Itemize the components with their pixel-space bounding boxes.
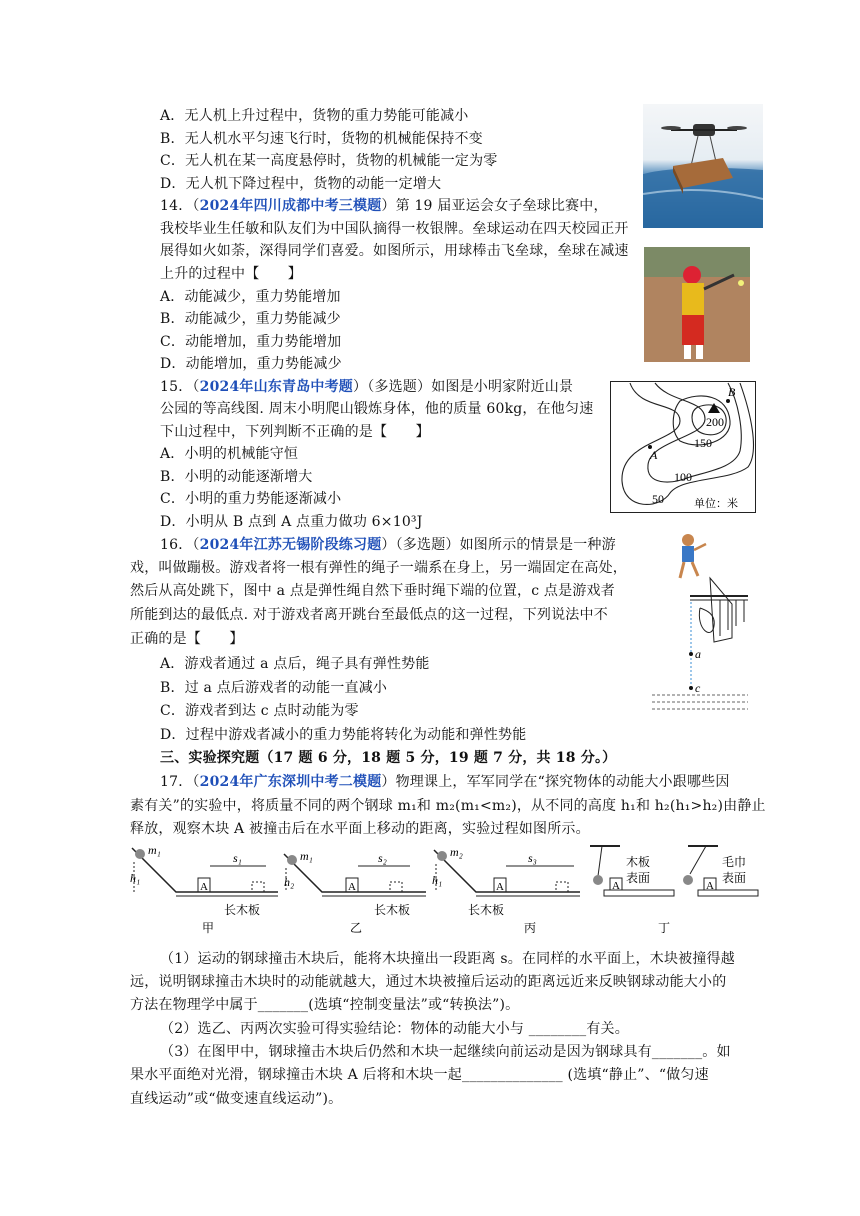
q13-option-c: C．无人机在某一高度悬停时，货物的机械能一定为零 (160, 153, 498, 169)
q16-stem-line-1: 16．（2024年江苏无锡阶段练习题）（多选题）如图所示的情景是一种游 (160, 537, 616, 553)
q15-option-a: A．小明的机械能守恒 (160, 446, 299, 462)
panel-yi-board: 长木板 (374, 903, 411, 917)
panel-jia (130, 843, 278, 935)
contour-map (610, 381, 756, 513)
panel-bing-dist: s₃ (528, 851, 537, 865)
panel-yi-dist: s₂ (378, 851, 387, 865)
panel-jia-board: 长木板 (224, 903, 261, 917)
panel-jia-caption: 甲 (202, 921, 215, 935)
panel-ding-block1: A (612, 880, 620, 892)
q17-part-1-line-2: 远，说明钢球撞击木块时的动能就越大，通过木块被撞后运动的距离远近来反映钢球动能大小的 (130, 974, 727, 990)
surface1-line2: 表面 (626, 871, 651, 885)
q17-part-3-line-1: （3）在图甲中，钢球撞击木块后仍然和木块一起继续向前运动是因为钢球具有_______。如 (160, 1044, 731, 1060)
bungee-label-a: a (695, 647, 701, 661)
q13-option-b: B．无人机水平匀速飞行时，货物的机械能保持不变 (160, 131, 483, 147)
q17-source: 2024年广东深圳中考二模题 (199, 774, 382, 790)
q15-option-b: B．小明的动能逐渐增大 (160, 469, 313, 485)
panel-bing-caption: 丙 (524, 921, 537, 935)
map-label-b: B (728, 385, 736, 399)
panel-ding-caption: 丁 (658, 921, 671, 935)
experiment-figure (128, 840, 760, 936)
q14-stem-line-4: 上升的过程中【 】 (160, 266, 302, 282)
q16-option-b: B．过 a 点后游戏者的动能一直减小 (160, 680, 388, 696)
surface1-line1: 木板 (626, 855, 651, 869)
panel-bing-height: h₁ (432, 873, 443, 887)
q15-stem-line-1: 15．（2024年山东青岛中考题）（多选题）如图是小明家附近山景 (160, 379, 574, 395)
panel-bing-mass: m₂ (450, 845, 463, 859)
bungee-figure (650, 530, 750, 714)
map-unit: 单位：米 (694, 498, 738, 510)
map-label-a: A (650, 448, 658, 462)
panel-jia-dist: s₁ (233, 851, 242, 865)
map-contour-100: 100 (674, 470, 692, 484)
q15-option-c: C．小明的重力势能逐渐减小 (160, 491, 342, 507)
panel-bing-board: 长木板 (468, 903, 505, 917)
panel-yi-mass: m₁ (300, 849, 313, 863)
q13-option-a: A．无人机上升过程中，货物的重力势能可能减小 (160, 108, 469, 124)
q14-source: 2024年四川成都中考三模题 (199, 198, 382, 214)
panel-jia-block: A (200, 881, 208, 893)
panel-ding-block2: A (706, 880, 714, 892)
q17-stem-line-2: 素有关”的实验中，将质量不同的两个钢球 m₁和 m₂(m₁<m₂)，从不同的高度 h₁和 h₂(h₁>h₂)由静止 (130, 798, 766, 814)
q15-stem-line-3: 下山过程中，下列判断不正确的是【 】 (160, 424, 430, 440)
softball-photo (644, 247, 750, 362)
panel-jia-height: h₁ (130, 871, 141, 885)
q14-stem-line-2: 我校毕业生任敏和队友们为中国队摘得一枚银牌。垒球运动在四天校园正开 (160, 221, 629, 237)
q14-option-c: C．动能增加，重力势能增加 (160, 334, 342, 350)
q17-part-1-line-1: （1）运动的钢球撞击木块后，能将木块撞出一段距离 s。在同样的水平面上，木块被撞得越 (160, 951, 735, 967)
q17-part-3-line-2: 果水平面绝对光滑，钢球撞击木块 A 后将和木块一起______________ (选填“静止”、“做匀速 (130, 1067, 709, 1083)
q17-stem-line-3: 释放，观察木块 A 被撞击后在水平面上移动的距离，实验过程如图所示。 (130, 821, 590, 837)
map-contour-50: 50 (652, 492, 664, 506)
q16-stem-line-3: 然后从高处跳下，图中 a 点是弹性绳自然下垂时绳下端的位置，c 点是游戏者 (130, 583, 615, 599)
q14-option-b: B．动能减少，重力势能减少 (160, 311, 341, 327)
section-3-heading: 三、实验探究题（17 题 6 分，18 题 5 分，19 题 7 分，共 18 分。） (160, 750, 617, 766)
q17-stem-line-1: 17．（2024年广东深圳中考二模题）物理课上，军军同学在“探究物体的动能大小跟哪些因 (160, 774, 730, 790)
map-contour-150: 150 (694, 436, 712, 450)
surface2-line2: 表面 (722, 871, 747, 885)
map-contour-200: 200 (706, 415, 724, 429)
q13-option-d: D．无人机下降过程中，货物的动能一定增大 (160, 176, 442, 192)
q14-option-d: D．动能增加，重力势能减少 (160, 356, 342, 372)
q15-option-d: D．小明从 B 点到 A 点重力做功 6×10³J (160, 514, 423, 530)
q16-stem-line-5: 正确的是【 】 (130, 631, 244, 647)
panel-jia-mass: m₁ (148, 843, 161, 857)
q16-option-a: A．游戏者通过 a 点后，绳子具有弹性势能 (160, 656, 430, 672)
panel-ding (590, 846, 758, 935)
q17-part-1-line-3: 方法在物理学中属于_______(选填“控制变量法”或“转换法”)。 (130, 997, 520, 1013)
q16-option-d: D．过程中游戏者减小的重力势能将转化为动能和弹性势能 (160, 727, 527, 743)
panel-yi (284, 849, 426, 935)
q17-part-2: （2）选乙、丙两次实验可得实验结论：物体的动能大小与 ________有关。 (160, 1021, 629, 1037)
q15-stem-line-2: 公园的等高线图. 周末小明爬山锻炼身体，他的质量 60kg，在他匀速 (160, 401, 594, 417)
q16-source: 2024年江苏无锡阶段练习题 (199, 537, 382, 553)
q14-stem-line-1: 14．（2024年四川成都中考三模题）第 19 届亚运会女子垒球比赛中， (160, 198, 608, 214)
q15-source: 2024年山东青岛中考题 (199, 379, 353, 395)
panel-yi-caption: 乙 (350, 921, 363, 935)
surface2-line1: 毛巾 (722, 855, 747, 869)
panel-bing (432, 845, 580, 935)
drone-photo (643, 104, 763, 228)
bungee-label-c: c (695, 681, 701, 695)
q14-option-a: A．动能减少，重力势能增加 (160, 289, 341, 305)
q16-stem-line-2: 戏，叫做蹦极。游戏者将一根有弹性的绳子一端系在身上，另一端固定在高处， (130, 560, 627, 576)
panel-yi-block: A (348, 881, 356, 893)
panel-bing-block: A (496, 881, 504, 893)
q16-option-c: C．游戏者到达 c 点时动能为零 (160, 703, 359, 719)
q14-stem-line-3: 展得如火如荼，深得同学们喜爱。如图所示，用球棒击飞垒球，垒球在减速 (160, 243, 629, 259)
q16-stem-line-4: 所能到达的最低点. 对于游戏者离开跳台至最低点的这一过程，下列说法中不 (130, 607, 608, 623)
q17-part-3-line-3: 直线运动”或“做变速直线运动”)。 (130, 1091, 343, 1107)
panel-yi-height: h₂ (284, 875, 295, 889)
